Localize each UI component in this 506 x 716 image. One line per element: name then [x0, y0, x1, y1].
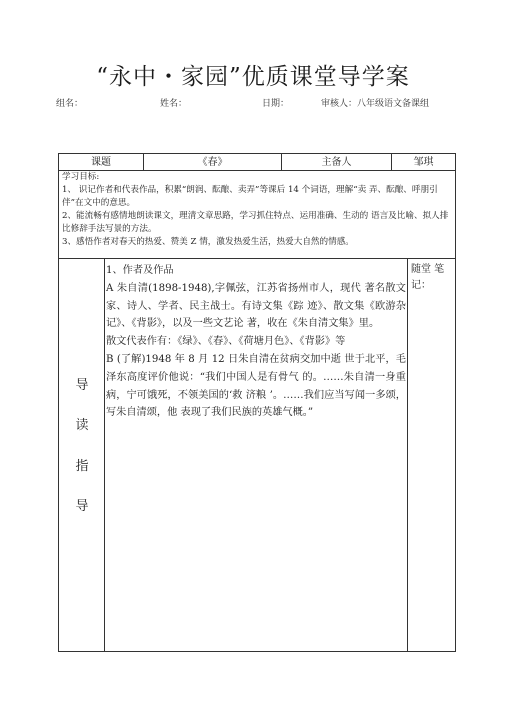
author-biography: B (了解)1948 年 8 月 12 日朱自清在贫病交加中逝 世于北平，毛泽东高度评价他说：“我们中国人是有骨气 的。……朱自清一身重病，宁可饿死，不领美国的‘救 济粮 ’。……我们应当写闻一多颂，写朱自清颂，他 表现了我们民族的英雄气概。”	[106, 353, 406, 419]
learning-objectives	[62, 171, 452, 249]
side-label-char: 读	[75, 418, 89, 433]
meta-group: 组名：	[56, 99, 84, 109]
topic-label: 课题	[91, 157, 111, 168]
objectives-heading: 学习目标:	[62, 172, 100, 182]
topic-value: 《春》	[197, 157, 228, 168]
objective-item: 1、 识记作者和代表作品，积累“朗润、酝酿、卖弄”等课后 14 个词语，理解“卖 弄、酝酿、呼朋引伴”在文中的意思。	[62, 185, 438, 208]
representative-works: 散文代表作有：《绿》、《春》、《荷塘月色》、《背影》等	[106, 336, 346, 348]
side-label-char: 导	[75, 378, 89, 393]
notes-label: 随堂 笔记：	[411, 264, 445, 291]
page-title: “永中・家园”优质课堂导学案	[96, 64, 410, 90]
objective-item: 2、能流畅有感情地朗读课文，理清文章思路，学习抓住特点、运用准确、生动的 语言及比喻、拟人排比修辞手法写景的方法。	[62, 211, 449, 234]
side-label-char: 指	[75, 459, 89, 474]
author-intro: A 朱自清(1898-1948),字佩弦，江苏省扬州市人，现代 著名散文家、诗人、学者、民主战士。有诗文集《踪 迹》、散文集《欧游杂记》、《背影》，以及一些文艺论 著，收在《朱自清文集》里。	[106, 282, 406, 330]
side-label-char: 导	[75, 499, 89, 514]
section-heading: 1、作者及作品	[106, 265, 174, 276]
guide-content	[106, 262, 406, 422]
objective-item: 3、感悟作者对春天的热爱、赞美 Z 情，激发热爱生活，热爱大自然的情感。	[62, 237, 354, 247]
meta-name: 姓名：	[160, 99, 188, 109]
preparer-value: 邹琪	[413, 157, 434, 168]
meta-date: 日期：	[262, 99, 290, 109]
meta-reviewer: 审核人：八年级语文备课组	[321, 99, 430, 109]
preparer-label: 主备人	[321, 157, 352, 168]
